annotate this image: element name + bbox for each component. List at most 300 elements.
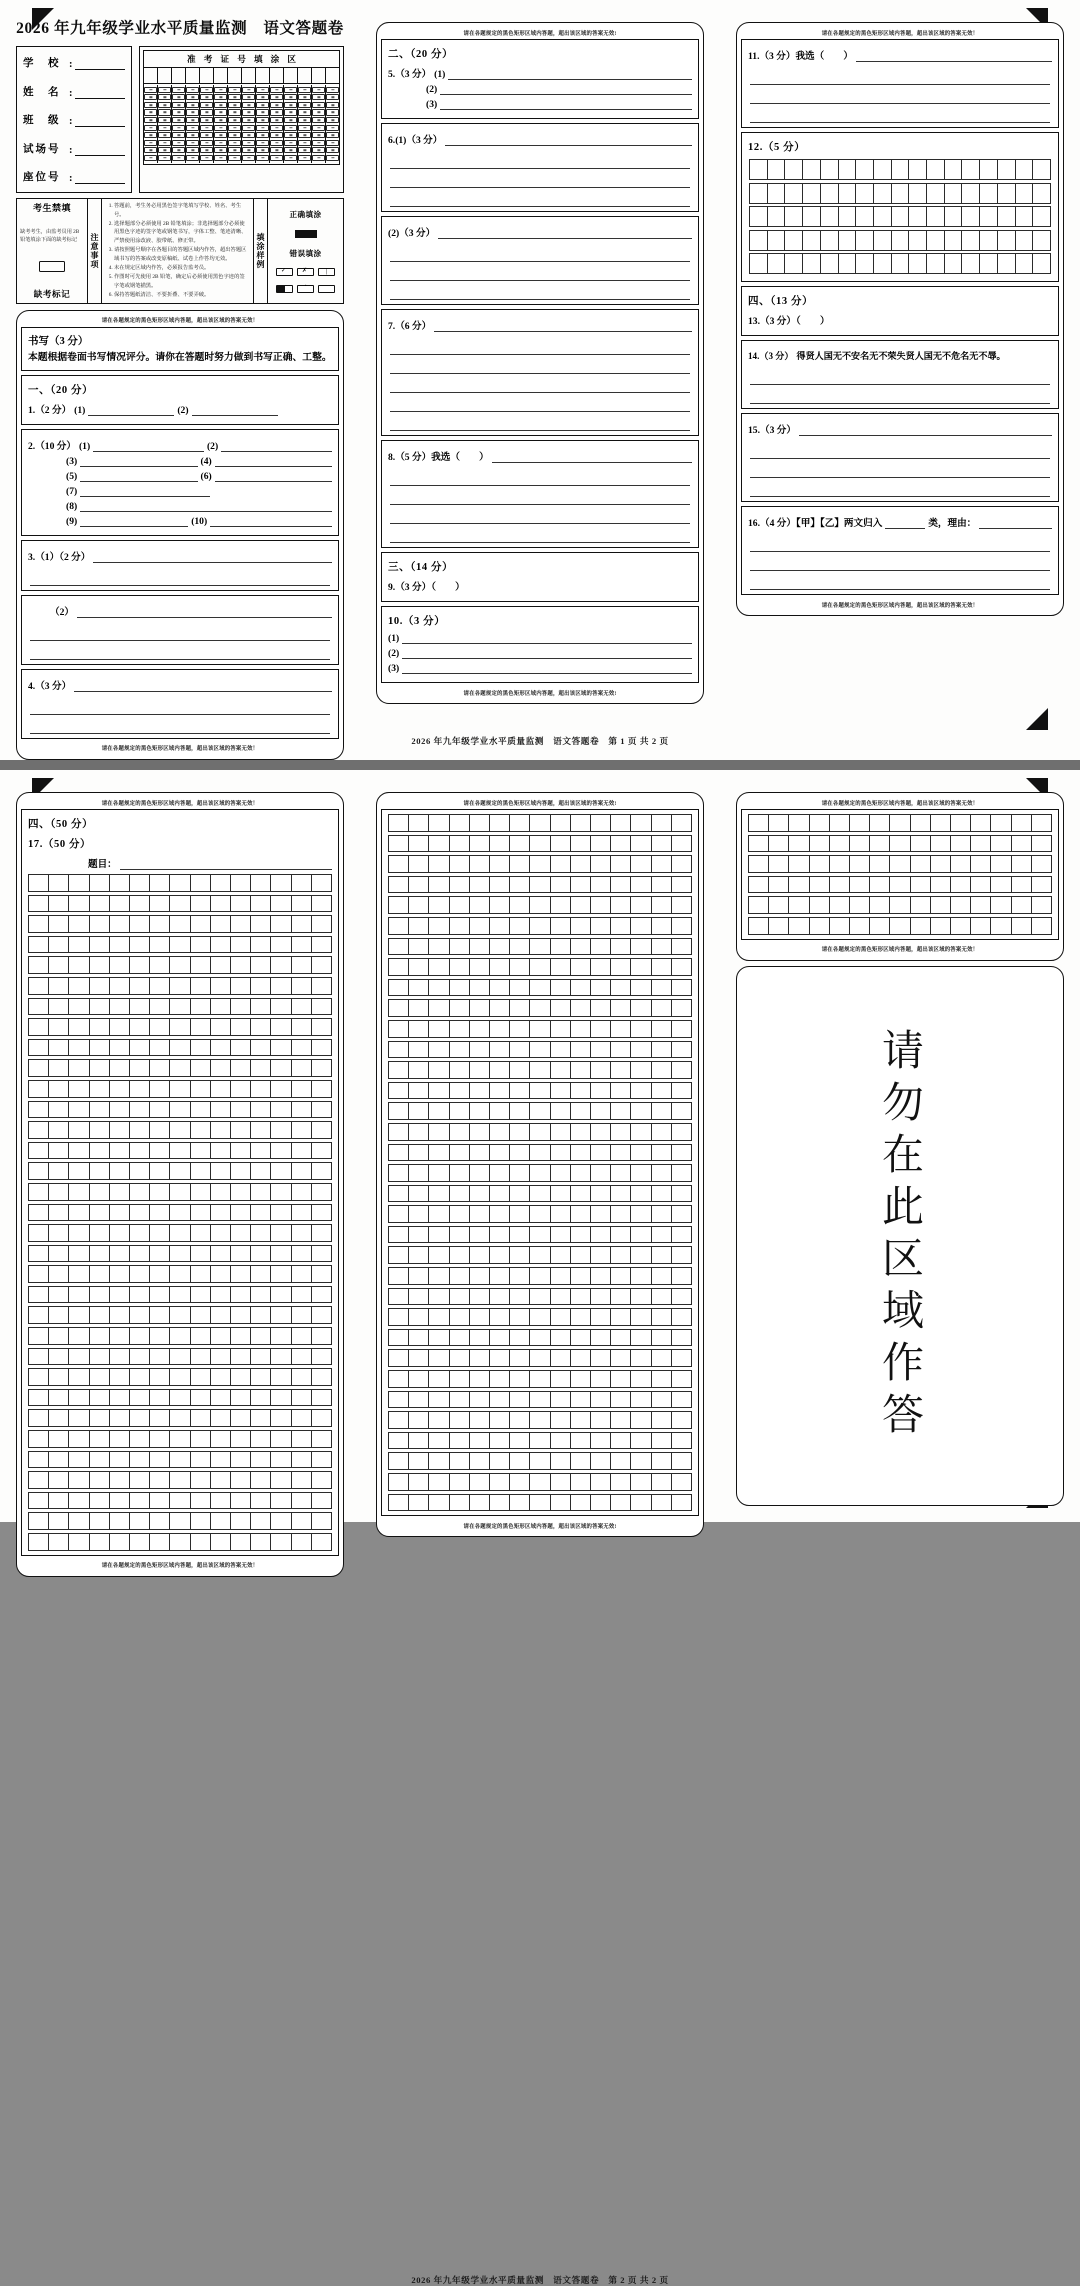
grid-cell[interactable] [550, 814, 570, 832]
grid-cell[interactable] [250, 1368, 270, 1386]
grid-cell[interactable] [270, 1018, 290, 1036]
grid-cell[interactable] [230, 1204, 250, 1222]
grid-cell[interactable] [230, 915, 250, 933]
grid-cell[interactable] [48, 1059, 68, 1077]
grid-cell[interactable] [149, 1492, 169, 1510]
grid-cell[interactable] [529, 876, 549, 894]
bubble-6[interactable] [312, 132, 325, 138]
grid-cell[interactable] [210, 1327, 230, 1345]
grid-cell[interactable] [270, 1348, 290, 1366]
bubble-5[interactable] [284, 125, 297, 131]
grid-row[interactable] [28, 1101, 332, 1119]
grid-cell[interactable] [873, 253, 891, 274]
grid-cell[interactable] [610, 1082, 630, 1100]
grid-cell[interactable] [630, 1411, 650, 1429]
grid-cell[interactable] [630, 979, 650, 997]
question-9-row[interactable] [388, 579, 692, 593]
grid-cell[interactable] [469, 1041, 489, 1059]
grid-cell[interactable] [109, 1451, 129, 1469]
grid-row[interactable] [388, 958, 692, 976]
grid-cell[interactable] [68, 1430, 88, 1448]
grid-cell[interactable] [590, 1185, 610, 1203]
grid-cell[interactable] [855, 230, 873, 251]
bubble-7[interactable] [312, 140, 325, 146]
grid-cell[interactable] [428, 1123, 448, 1141]
exam-number-bubble-column[interactable] [256, 85, 270, 163]
grid-cell[interactable] [509, 1226, 529, 1244]
grid-cell[interactable] [291, 1492, 311, 1510]
grid-row[interactable] [28, 1512, 332, 1530]
grid-cell[interactable] [129, 977, 149, 995]
bubble-9[interactable] [172, 155, 185, 161]
bubble-4[interactable] [312, 117, 325, 123]
grid-cell[interactable] [784, 183, 802, 204]
grid-cell[interactable] [671, 1494, 692, 1512]
grid-cell[interactable] [529, 1246, 549, 1264]
question-12-character-grid[interactable] [749, 159, 1051, 274]
exam-number-bubble-column[interactable] [186, 85, 200, 163]
grid-cell[interactable] [169, 1389, 189, 1407]
bubble-7[interactable] [256, 140, 269, 146]
grid-cell[interactable] [570, 1391, 590, 1409]
bubble-1[interactable] [158, 94, 171, 100]
grid-cell[interactable] [270, 1162, 290, 1180]
grid-cell[interactable] [449, 917, 469, 935]
question-10-row-2[interactable] [388, 648, 692, 659]
grid-cell[interactable] [748, 855, 768, 873]
grid-cell[interactable] [149, 1183, 169, 1201]
grid-cell[interactable] [109, 1265, 129, 1283]
question-16-reason-blank[interactable] [979, 519, 1052, 529]
grid-cell[interactable] [48, 1368, 68, 1386]
grid-cell[interactable] [28, 1327, 48, 1345]
grid-row[interactable] [388, 1246, 692, 1264]
grid-cell[interactable] [570, 1370, 590, 1388]
exam-number-write-cell[interactable] [270, 68, 284, 83]
grid-cell[interactable] [109, 1409, 129, 1427]
grid-cell[interactable] [630, 1432, 650, 1450]
bubble-2[interactable] [298, 102, 311, 108]
grid-cell[interactable] [630, 1349, 650, 1367]
grid-cell[interactable] [889, 917, 909, 935]
grid-cell[interactable] [651, 979, 671, 997]
grid-cell[interactable] [529, 999, 549, 1017]
question-6-2-row-1[interactable] [388, 225, 692, 239]
grid-cell[interactable] [802, 206, 820, 227]
grid-cell[interactable] [979, 230, 997, 251]
bubble-3[interactable] [326, 109, 339, 115]
grid-cell[interactable] [250, 915, 270, 933]
grid-cell[interactable] [838, 206, 856, 227]
grid-cell[interactable] [489, 1102, 509, 1120]
grid-cell[interactable] [89, 998, 109, 1016]
grid-row[interactable] [28, 936, 332, 954]
question-11-answer[interactable] [856, 52, 1052, 62]
grid-cell[interactable] [210, 1142, 230, 1160]
grid-cell[interactable] [630, 1061, 650, 1079]
question-2-box[interactable] [21, 429, 339, 536]
grid-cell[interactable] [997, 230, 1015, 251]
grid-cell[interactable] [529, 1144, 549, 1162]
grid-cell[interactable] [509, 1329, 529, 1347]
grid-row[interactable] [388, 835, 692, 853]
bubble-4[interactable] [242, 117, 255, 123]
grid-cell[interactable] [408, 1226, 428, 1244]
grid-cell[interactable] [68, 1348, 88, 1366]
grid-cell[interactable] [469, 1226, 489, 1244]
grid-cell[interactable] [89, 1101, 109, 1119]
grid-cell[interactable] [610, 1144, 630, 1162]
grid-cell[interactable] [570, 876, 590, 894]
grid-cell[interactable] [428, 1226, 448, 1244]
grid-cell[interactable] [109, 1183, 129, 1201]
question-4-line-2[interactable] [30, 696, 330, 715]
grid-cell[interactable] [408, 1123, 428, 1141]
bubble-3[interactable] [284, 109, 297, 115]
grid-row[interactable] [748, 876, 1052, 894]
grid-cell[interactable] [109, 1492, 129, 1510]
grid-cell[interactable] [590, 1020, 610, 1038]
grid-cell[interactable] [651, 1494, 671, 1512]
grid-cell[interactable] [529, 917, 549, 935]
grid-cell[interactable] [428, 1391, 448, 1409]
essay-grid-part-3[interactable] [748, 814, 1052, 935]
grid-cell[interactable] [190, 915, 210, 933]
grid-cell[interactable] [891, 230, 909, 251]
grid-cell[interactable] [230, 1121, 250, 1139]
grid-cell[interactable] [651, 1267, 671, 1285]
grid-cell[interactable] [149, 1451, 169, 1469]
grid-cell[interactable] [408, 1391, 428, 1409]
grid-cell[interactable] [291, 1306, 311, 1324]
grid-cell[interactable] [230, 998, 250, 1016]
grid-cell[interactable] [68, 1018, 88, 1036]
grid-cell[interactable] [169, 977, 189, 995]
essay-topic-row[interactable] [28, 856, 332, 870]
grid-cell[interactable] [28, 1080, 48, 1098]
grid-cell[interactable] [529, 938, 549, 956]
grid-cell[interactable] [190, 1142, 210, 1160]
grid-cell[interactable] [190, 956, 210, 974]
grid-cell[interactable] [570, 999, 590, 1017]
bubble-9[interactable] [284, 155, 297, 161]
grid-cell[interactable] [449, 835, 469, 853]
grid-cell[interactable] [68, 1183, 88, 1201]
bubble-2[interactable] [270, 102, 283, 108]
grid-cell[interactable] [230, 874, 250, 892]
question-1-answer-2[interactable] [192, 406, 278, 416]
grid-cell[interactable] [449, 1082, 469, 1100]
grid-cell[interactable] [311, 1039, 332, 1057]
question-6-1-box[interactable] [381, 123, 699, 212]
grid-cell[interactable] [48, 1492, 68, 1510]
grid-cell[interactable] [651, 1185, 671, 1203]
grid-cell[interactable] [109, 998, 129, 1016]
grid-cell[interactable] [767, 206, 785, 227]
grid-cell[interactable] [590, 814, 610, 832]
grid-cell[interactable] [550, 1041, 570, 1059]
grid-cell[interactable] [630, 1473, 650, 1491]
grid-cell[interactable] [979, 159, 997, 180]
grid-cell[interactable] [651, 876, 671, 894]
bubble-0[interactable] [284, 87, 297, 93]
grid-cell[interactable] [250, 1533, 270, 1551]
bubble-6[interactable] [270, 132, 283, 138]
grid-cell[interactable] [250, 1245, 270, 1263]
grid-cell[interactable] [89, 1512, 109, 1530]
bubble-1[interactable] [284, 94, 297, 100]
bubble-1[interactable] [270, 94, 283, 100]
grid-cell[interactable] [291, 956, 311, 974]
grid-cell[interactable] [48, 1430, 68, 1448]
question-9-box[interactable] [381, 552, 699, 602]
grid-cell[interactable] [590, 979, 610, 997]
grid-cell[interactable] [291, 1451, 311, 1469]
grid-cell[interactable] [129, 1327, 149, 1345]
grid-cell[interactable] [570, 1061, 590, 1079]
question-14-box[interactable] [741, 340, 1059, 409]
grid-cell[interactable] [428, 1041, 448, 1059]
grid-cell[interactable] [89, 1533, 109, 1551]
grid-cell[interactable] [89, 1492, 109, 1510]
question-9-number[interactable]: 9.（3 分）（ ） [388, 582, 465, 593]
question-13-box[interactable] [741, 286, 1059, 336]
bubble-2[interactable] [242, 102, 255, 108]
grid-cell[interactable] [149, 1327, 169, 1345]
grid-cell[interactable] [169, 998, 189, 1016]
grid-cell[interactable] [230, 1265, 250, 1283]
grid-cell[interactable] [149, 1039, 169, 1057]
grid-cell[interactable] [855, 183, 873, 204]
grid-cell[interactable] [149, 1306, 169, 1324]
grid-cell[interactable] [651, 1102, 671, 1120]
grid-cell[interactable] [408, 1329, 428, 1347]
grid-cell[interactable] [849, 876, 869, 894]
grid-cell[interactable] [509, 938, 529, 956]
grid-cell[interactable] [509, 1391, 529, 1409]
grid-cell[interactable] [428, 1329, 448, 1347]
grid-cell[interactable] [149, 956, 169, 974]
grid-cell[interactable] [1011, 855, 1031, 873]
grid-cell[interactable] [230, 1430, 250, 1448]
grid-cell[interactable] [610, 1494, 630, 1512]
grid-cell[interactable] [829, 814, 849, 832]
grid-cell[interactable] [449, 1432, 469, 1450]
grid-cell[interactable] [509, 1432, 529, 1450]
exam-number-bubble-column[interactable] [200, 85, 214, 163]
grid-cell[interactable] [149, 1533, 169, 1551]
bubble-0[interactable] [270, 87, 283, 93]
grid-cell[interactable] [651, 1082, 671, 1100]
grid-cell[interactable] [590, 938, 610, 956]
grid-cell[interactable] [651, 1349, 671, 1367]
grid-cell[interactable] [28, 1533, 48, 1551]
grid-cell[interactable] [970, 814, 990, 832]
grid-cell[interactable] [449, 1267, 469, 1285]
grid-cell[interactable] [590, 1226, 610, 1244]
grid-cell[interactable] [169, 895, 189, 913]
grid-cell[interactable] [570, 917, 590, 935]
grid-cell[interactable] [28, 1121, 48, 1139]
grid-cell[interactable] [408, 1185, 428, 1203]
grid-cell[interactable] [230, 1492, 250, 1510]
grid-cell[interactable] [449, 1205, 469, 1223]
grid-cell[interactable] [873, 159, 891, 180]
grid-cell[interactable] [48, 915, 68, 933]
grid-cell[interactable] [489, 1226, 509, 1244]
grid-cell[interactable] [190, 936, 210, 954]
grid-cell[interactable] [610, 876, 630, 894]
grid-cell[interactable] [748, 814, 768, 832]
bubble-2[interactable] [228, 102, 241, 108]
grid-cell[interactable] [749, 206, 767, 227]
grid-cell[interactable] [509, 1205, 529, 1223]
grid-cell[interactable] [1015, 206, 1033, 227]
grid-cell[interactable] [1031, 814, 1052, 832]
grid-cell[interactable] [449, 1370, 469, 1388]
exam-number-bubble-column[interactable] [298, 85, 312, 163]
grid-cell[interactable] [149, 936, 169, 954]
grid-cell[interactable] [89, 1327, 109, 1345]
grid-cell[interactable] [270, 1224, 290, 1242]
grid-row[interactable] [28, 1204, 332, 1222]
question-3-box[interactable] [21, 540, 339, 591]
grid-cell[interactable] [489, 1061, 509, 1079]
question-6-2-line-3[interactable] [390, 262, 690, 281]
grid-row[interactable] [749, 183, 1051, 204]
exam-number-write-cell[interactable] [326, 68, 339, 83]
grid-cell[interactable] [210, 1265, 230, 1283]
grid-cell[interactable] [449, 1349, 469, 1367]
bubble-4[interactable] [270, 117, 283, 123]
question-11-line-4[interactable] [750, 104, 1050, 123]
grid-cell[interactable] [469, 1061, 489, 1079]
field-class-input[interactable] [75, 116, 126, 127]
grid-cell[interactable] [610, 1288, 630, 1306]
bubble-9[interactable] [270, 155, 283, 161]
grid-cell[interactable] [550, 999, 570, 1017]
question-8-row-1[interactable] [388, 449, 692, 463]
grid-cell[interactable] [829, 917, 849, 935]
grid-cell[interactable] [28, 1368, 48, 1386]
question-2-row-6[interactable] [28, 516, 332, 527]
grid-cell[interactable] [671, 896, 692, 914]
grid-cell[interactable] [550, 1246, 570, 1264]
exam-number-bubble-column[interactable] [326, 85, 339, 163]
grid-cell[interactable] [469, 1473, 489, 1491]
grid-cell[interactable] [250, 1183, 270, 1201]
grid-cell[interactable] [291, 998, 311, 1016]
grid-cell[interactable] [408, 1041, 428, 1059]
grid-cell[interactable] [630, 958, 650, 976]
grid-cell[interactable] [89, 1451, 109, 1469]
grid-cell[interactable] [829, 876, 849, 894]
grid-cell[interactable] [48, 1142, 68, 1160]
grid-cell[interactable] [428, 1205, 448, 1223]
question-11-row-1[interactable] [748, 48, 1052, 62]
question-11-box[interactable] [741, 39, 1059, 128]
grid-cell[interactable] [250, 977, 270, 995]
exam-number-write-cell[interactable] [214, 68, 228, 83]
grid-cell[interactable] [210, 1306, 230, 1324]
grid-cell[interactable] [428, 814, 448, 832]
grid-cell[interactable] [388, 1267, 408, 1285]
grid-cell[interactable] [651, 855, 671, 873]
grid-cell[interactable] [270, 1245, 290, 1263]
grid-row[interactable] [388, 979, 692, 997]
grid-row[interactable] [388, 1226, 692, 1244]
grid-cell[interactable] [509, 855, 529, 873]
grid-row[interactable] [28, 1059, 332, 1077]
grid-cell[interactable] [908, 206, 926, 227]
grid-cell[interactable] [270, 1430, 290, 1448]
exam-number-bubble-column[interactable] [312, 85, 326, 163]
grid-cell[interactable] [129, 956, 149, 974]
grid-cell[interactable] [28, 1430, 48, 1448]
grid-cell[interactable] [129, 1389, 149, 1407]
grid-cell[interactable] [570, 958, 590, 976]
grid-cell[interactable] [469, 1370, 489, 1388]
grid-cell[interactable] [449, 999, 469, 1017]
grid-cell[interactable] [489, 1185, 509, 1203]
grid-cell[interactable] [210, 1245, 230, 1263]
grid-cell[interactable] [930, 855, 950, 873]
exam-number-write-cell[interactable] [312, 68, 326, 83]
grid-cell[interactable] [89, 1039, 109, 1057]
grid-cell[interactable] [997, 206, 1015, 227]
grid-cell[interactable] [610, 835, 630, 853]
grid-cell[interactable] [210, 1059, 230, 1077]
grid-cell[interactable] [590, 896, 610, 914]
grid-cell[interactable] [129, 1245, 149, 1263]
bubble-7[interactable] [200, 140, 213, 146]
question-12-box[interactable] [741, 132, 1059, 282]
grid-row[interactable] [28, 915, 332, 933]
question-1-box[interactable] [21, 375, 339, 425]
grid-cell[interactable] [550, 1308, 570, 1326]
grid-cell[interactable] [109, 1348, 129, 1366]
grid-cell[interactable] [291, 1162, 311, 1180]
grid-cell[interactable] [449, 1411, 469, 1429]
grid-cell[interactable] [89, 1204, 109, 1222]
grid-row[interactable] [388, 1185, 692, 1203]
grid-row[interactable] [388, 1144, 692, 1162]
grid-cell[interactable] [671, 1329, 692, 1347]
grid-cell[interactable] [388, 1020, 408, 1038]
grid-cell[interactable] [129, 1471, 149, 1489]
grid-cell[interactable] [651, 1473, 671, 1491]
grid-cell[interactable] [970, 917, 990, 935]
grid-cell[interactable] [428, 1164, 448, 1182]
grid-row[interactable] [388, 1041, 692, 1059]
grid-cell[interactable] [809, 855, 829, 873]
grid-cell[interactable] [428, 1102, 448, 1120]
question-10-answer-2[interactable] [402, 649, 692, 659]
grid-cell[interactable] [169, 1204, 189, 1222]
question-7-box[interactable] [381, 309, 699, 436]
grid-cell[interactable] [169, 1080, 189, 1098]
grid-cell[interactable] [428, 938, 448, 956]
grid-cell[interactable] [250, 1101, 270, 1119]
grid-cell[interactable] [190, 1286, 210, 1304]
grid-cell[interactable] [630, 1123, 650, 1141]
grid-cell[interactable] [210, 1389, 230, 1407]
bubble-3[interactable] [200, 109, 213, 115]
grid-cell[interactable] [889, 896, 909, 914]
grid-cell[interactable] [469, 1102, 489, 1120]
grid-cell[interactable] [28, 1451, 48, 1469]
grid-cell[interactable] [630, 1267, 650, 1285]
